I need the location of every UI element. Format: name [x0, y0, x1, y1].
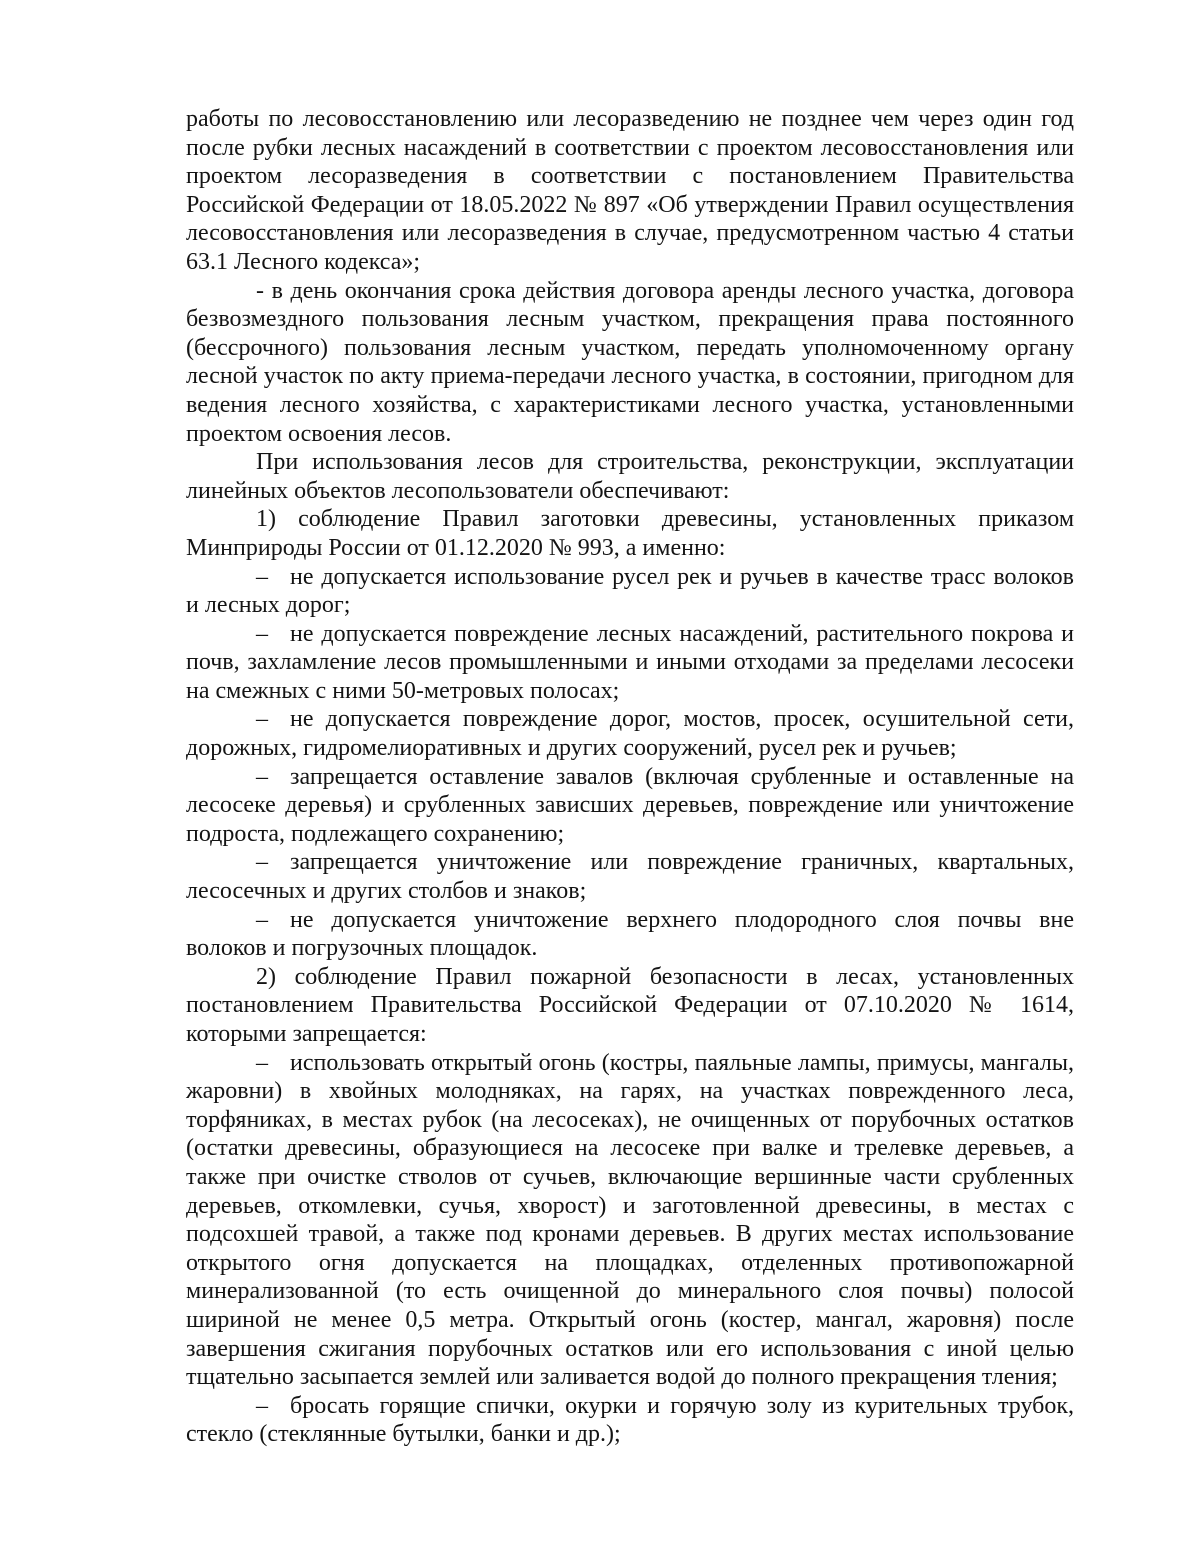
dash-marker: – — [256, 620, 268, 647]
dash-marker: – — [256, 849, 268, 876]
list-item-topsoil — [186, 906, 1074, 963]
list-item-text: запрещается уничтожение или повреждение граничных, квартальных, лесосечных и других столбов и знаков; — [186, 849, 1074, 905]
list-item-text: не допускается повреждение лесных насаждений, растительного покрова и почв, захламление лесов промышленными и иными отходами за пределами лесосеки на смежных с ними 50-метровых полосах; — [186, 620, 1074, 704]
dash-marker: – — [256, 763, 268, 790]
list-item-text: бросать горящие спички, окурки и горячую золу из курительных трубок, стекло (стеклянные бутылки, банки и др.); — [186, 1392, 1074, 1448]
paragraph-linear-objects-intro: При использования лесов для строительства, реконструкции, эксплуатации линейных объектов лесопользователи обеспечивают: — [186, 449, 1074, 504]
list-item-boundary-posts — [186, 848, 1074, 905]
paragraph-fire-safety-rules: 2) соблюдение Правил пожарной безопасности в лесах, установленных постановлением Правительства Российской Федерации от 07.10.2020 № 1614, которыми запрещается: — [186, 963, 1074, 1047]
list-item-text: не допускается уничтожение верхнего плодородного слоя почвы вне волоков и погрузочных площадок. — [186, 906, 1074, 962]
dash-marker: – — [256, 1049, 268, 1076]
list-item-open-fire — [186, 1049, 1074, 1392]
list-item-text: использовать открытый огонь (костры, паяльные лампы, примусы, мангалы, жаровни) в хвойных молодняках, на гарях, на участках поврежденного леса, торфяниках, в местах рубок (на лесосеках), не очищенных от порубочных остатков (остатки древесины, образующиеся на лесосеке при валке и трелевке деревьев, а также при очистке стволов от сучьев, включающие вершинные части срубленных деревьев, откомлевки, сучья, хворост) и заготовленной древесины, в местах с подсохшей травой, а также под кронами деревьев. В других местах использование открытого огня допускается на площадках, отделенных противопожарной минерализованной (то есть очищенной до минерального слоя почвы) полосой шириной не менее 0,5 метра. Открытый огонь (костер, мангал, жаровня) после завершения сжигания порубочных остатков или его использования с иной целью тщательно засыпается землей или заливается водой до полного прекращения тления; — [186, 1049, 1074, 1391]
paragraph-reforestation-deadline: работы по лесовосстановлению или лесоразведению не позднее чем через один год после рубки лесных насаждений в соответствии с проектом лесовосстановления или проектом лесоразведения в соответствии с постановлением Правительства Российской Федерации от 18.05.2022 № 897 «Об утверждении Правил осуществления лесовосстановления или лесоразведения в случае, предусмотренном частью 4 статьи 63.1 Лесного кодекса»; — [186, 106, 1074, 275]
paragraph-lease-end-transfer: - в день окончания срока действия договора аренды лесного участка, договора безвозмездного пользования лесным участком, прекращения права постоянного (бессрочного) пользования лесным участком, передать уполномоченному органу лесной участок по акту приема-передачи лесного участка, в состоянии, пригодном для ведения лесного хозяйства, с характеристиками лесного участка, установленными проектом освоения лесов. — [186, 277, 1074, 447]
list-item-road-damage — [186, 705, 1074, 762]
dash-marker: – — [256, 563, 268, 590]
list-item-text: не допускается повреждение дорог, мостов, просек, осушительной сети, дорожных, гидромелиоративных и других сооружений, русел рек и ручьев; — [186, 706, 1074, 762]
dash-marker: – — [256, 906, 268, 933]
list-item-text: запрещается оставление завалов (включая срубленные и оставленные на лесосеке деревья) и срубленных зависших деревьев, повреждение или уничтожение подроста, подлежащего сохранению; — [186, 763, 1074, 847]
document-page — [186, 105, 1074, 1449]
list-item-matches-glass — [186, 1392, 1074, 1449]
dash-marker: – — [256, 706, 268, 733]
list-item-debris — [186, 763, 1074, 849]
list-item-text: не допускается использование русел рек и ручьев в качестве трасс волоков и лесных дорог; — [186, 563, 1074, 619]
paragraph-timber-rules: 1) соблюдение Правил заготовки древесины, установленных приказом Минприроды России от 01.12.2020 № 993, а именно: — [186, 506, 1074, 561]
list-item-vegetation-damage — [186, 620, 1074, 706]
dash-marker: – — [256, 1392, 268, 1419]
list-item-river-beds — [186, 563, 1074, 620]
